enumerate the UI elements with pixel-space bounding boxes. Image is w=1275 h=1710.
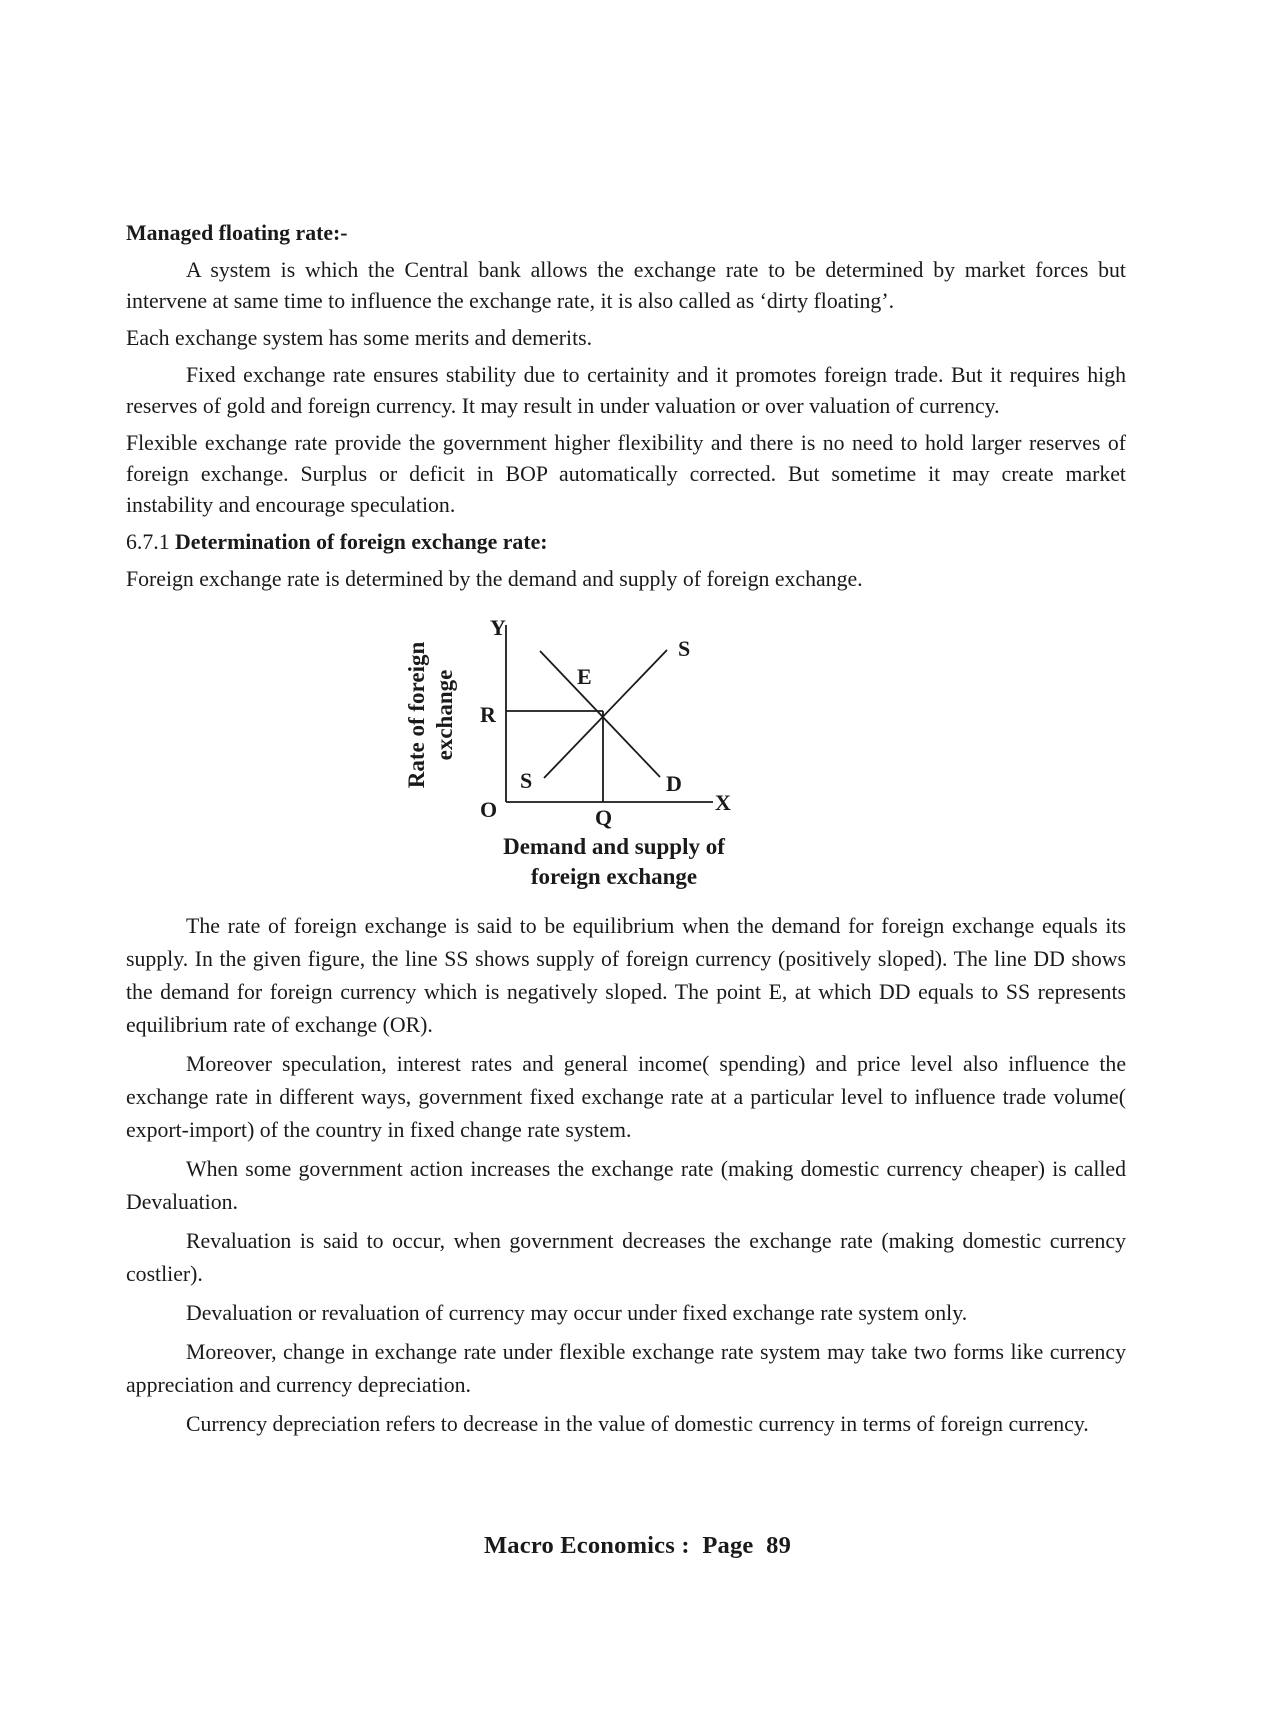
paragraph: The rate of foreign exchange is said to be equilibrium when the demand for foreign exchange equals its supply. In the given figure, the line SS shows supply of foreign currency (positively sloped). The line DD shows the demand for foreign currency which is negatively sloped. The point E, at which DD equals to SS represents equilibrium rate of exchange (OR). bbox=[126, 914, 1126, 1037]
paragraph: Each exchange system has some merits and demerits. bbox=[126, 326, 593, 350]
y-axis-title-line2: exchange bbox=[432, 669, 457, 761]
supply-line bbox=[544, 650, 667, 778]
paragraph: Currency depreciation refers to decrease in the value of domestic currency in terms of foreign currency. bbox=[186, 1412, 1089, 1436]
subsection-title: Determination of foreign exchange rate: bbox=[175, 530, 548, 554]
x-axis-title-line1: Demand and supply of bbox=[503, 834, 725, 859]
rate-label-r: R bbox=[480, 702, 496, 727]
equilibrium-label-e: E bbox=[577, 664, 592, 689]
paragraph: Foreign exchange rate is determined by the demand and supply of foreign exchange. bbox=[126, 567, 863, 591]
diagram-svg bbox=[390, 605, 770, 905]
demand-line bbox=[540, 651, 660, 777]
paragraph: When some government action increases the exchange rate (making domestic currency cheaper) is called Devaluation. bbox=[126, 1157, 1126, 1214]
paragraph: Fixed exchange rate ensures stability due to certainity and it promotes foreign trade. But it requires high reserves of gold and foreign currency. It may result in under valuation or over valuation of currency. bbox=[126, 363, 1126, 418]
paragraph: A system is which the Central bank allows the exchange rate to be determined by market forces but intervene at same time to influence the exchange rate, it is also called as ‘dirty floating’. bbox=[126, 258, 1126, 313]
paragraph: Moreover, change in exchange rate under flexible exchange rate system may take two forms like currency appreciation and currency depreciation. bbox=[126, 1340, 1126, 1397]
subsection-number: 6.7.1 bbox=[126, 530, 170, 554]
paragraph: Revaluation is said to occur, when government decreases the exchange rate (making domestic currency costlier). bbox=[126, 1229, 1126, 1286]
supply-label-top: S bbox=[678, 636, 691, 661]
paragraph: Moreover speculation, interest rates and general income( spending) and price level also influence the exchange rate in different ways, government fixed exchange rate at a particular level to influence trade volume( export-import) of the country in fixed change rate system. bbox=[126, 1052, 1126, 1142]
paragraph: Devaluation or revaluation of currency may occur under fixed exchange rate system only. bbox=[186, 1301, 968, 1325]
y-axis-title-line1: Rate of foreign bbox=[404, 641, 429, 789]
paragraph: Flexible exchange rate provide the government higher flexibility and there is no need to hold larger reserves of foreign exchange. Surplus or deficit in BOP automatically corrected. But sometime it may create market instability and encourage speculation. bbox=[126, 431, 1126, 517]
demand-supply-diagram bbox=[390, 605, 770, 905]
y-axis-letter: Y bbox=[490, 615, 506, 640]
x-axis-letter: X bbox=[715, 790, 731, 815]
demand-label-d: D bbox=[666, 771, 682, 796]
origin-label: O bbox=[480, 797, 498, 822]
x-axis-title-line2: foreign exchange bbox=[530, 864, 698, 889]
lower-text-block bbox=[126, 910, 1126, 1441]
supply-label-bottom: S bbox=[520, 768, 533, 793]
upper-text-block bbox=[126, 218, 1126, 595]
section-heading-managed-floating: Managed floating rate:- bbox=[126, 221, 348, 245]
page-footer: Macro Economics : Page 89 bbox=[483, 1532, 792, 1559]
subsection-heading bbox=[126, 527, 1126, 558]
quantity-label-q: Q bbox=[595, 805, 613, 830]
